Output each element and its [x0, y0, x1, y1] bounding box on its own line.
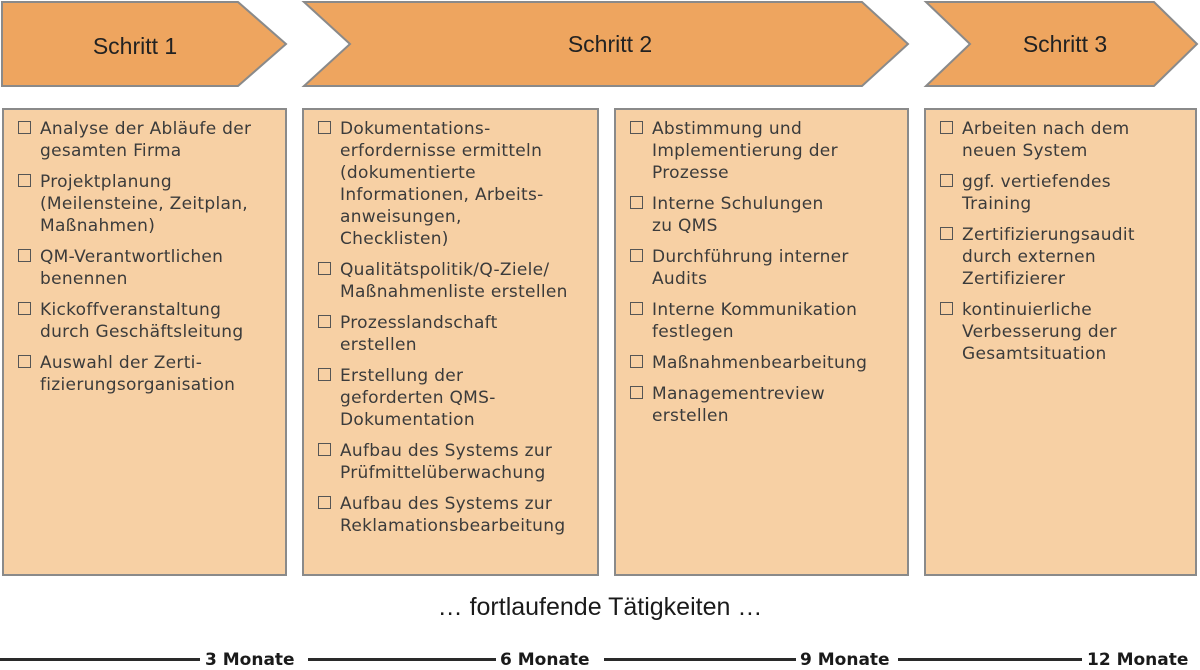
checklist-item-text: Analyse der Abläufe der gesamten Firma: [40, 119, 252, 161]
timeline-segment: [898, 658, 1082, 661]
checklist-item-text: Maßnahmenbearbeitung: [652, 353, 868, 373]
checklist-item: [318, 259, 587, 303]
checklist-item-text: Dokumentations- erfordernisse ermitteln (dokumentierte Informationen, Arbeits- anweisungen, Checklisten): [340, 119, 544, 249]
checkbox-icon[interactable]: [18, 302, 31, 315]
checklist-item: [18, 171, 275, 237]
checkbox-icon[interactable]: [318, 121, 331, 134]
checklist-item-text: Aufbau des Systems zur Prüfmittelüberwachung: [340, 441, 553, 483]
checklist-item-text: Abstimmung und Implementierung der Prozesse: [652, 119, 838, 183]
checklist-item-text: Auswahl der Zerti- fizierungsorganisation: [40, 353, 236, 395]
checklist-item-text: Managementreview erstellen: [652, 384, 826, 426]
checklist-item: [318, 440, 587, 484]
step-2-label: Schritt 2: [567, 31, 653, 57]
checklist-item: [18, 299, 275, 343]
checklist-item-text: Arbeiten nach dem neuen System: [962, 119, 1130, 161]
checkbox-icon[interactable]: [18, 174, 31, 187]
checklist-item: [18, 352, 275, 396]
checklist-item: [18, 246, 275, 290]
step-3-label: Schritt 3: [1022, 31, 1108, 57]
timeline-label-9: 9 Monate: [800, 650, 890, 670]
checklist-item: [318, 118, 587, 250]
timeline-segment: [604, 658, 796, 661]
checkbox-icon[interactable]: [630, 196, 643, 209]
checklist-item-text: Interne Kommunikation festlegen: [652, 300, 858, 342]
checklist-item: [940, 171, 1185, 215]
checklist-item: [318, 493, 587, 537]
column-step-1: [2, 108, 287, 576]
timeline-segment: [0, 658, 200, 661]
checklist-item: [630, 118, 897, 184]
column-step-2b: [614, 108, 909, 576]
checklist-item-text: ggf. vertiefendes Training: [962, 172, 1111, 214]
checkbox-icon[interactable]: [630, 249, 643, 262]
checklist-item-text: Kickoffveranstaltung durch Geschäftsleitung: [40, 300, 244, 342]
checkbox-icon[interactable]: [18, 121, 31, 134]
timeline-label-12: 12 Monate: [1087, 650, 1189, 670]
checklist-item-text: Zertifizierungsaudit durch externen Zertifizierer: [962, 225, 1135, 289]
checklist-item: [940, 224, 1185, 290]
checklist-item: [318, 365, 587, 431]
checkbox-icon[interactable]: [318, 368, 331, 381]
checklist-item: [318, 312, 587, 356]
checklist-item-text: Aufbau des Systems zur Reklamationsbearbeitung: [340, 494, 566, 536]
checklist-item: [940, 299, 1185, 365]
checkbox-icon[interactable]: [940, 302, 953, 315]
checklist-item: [630, 299, 897, 343]
checklist-item-text: Erstellung der geforderten QMS- Dokumentation: [340, 366, 496, 430]
checkbox-icon[interactable]: [940, 227, 953, 240]
step-1-label: Schritt 1: [92, 33, 178, 59]
timeline-label-3: 3 Monate: [205, 650, 295, 670]
checklist-item: [630, 246, 897, 290]
column-step-3: [924, 108, 1197, 576]
checkbox-icon[interactable]: [318, 496, 331, 509]
checklist-item-text: Qualitätspolitik/Q-Ziele/ Maßnahmenliste erstellen: [340, 260, 568, 302]
checkbox-icon[interactable]: [940, 174, 953, 187]
checklist-item: [630, 352, 897, 374]
checkbox-icon[interactable]: [630, 386, 643, 399]
checklist-item: [940, 118, 1185, 162]
column-step-2a: [302, 108, 599, 576]
checkbox-icon[interactable]: [318, 315, 331, 328]
checkbox-icon[interactable]: [630, 121, 643, 134]
checkbox-icon[interactable]: [18, 249, 31, 262]
checkbox-icon[interactable]: [318, 262, 331, 275]
checkbox-icon[interactable]: [318, 443, 331, 456]
checklist-item-text: QM-Verantwortlichen benennen: [40, 247, 224, 289]
checklist-item-text: Interne Schulungen zu QMS: [652, 194, 824, 236]
timeline-segment: [308, 658, 496, 661]
checklist-item: [630, 193, 897, 237]
checkbox-icon[interactable]: [630, 302, 643, 315]
checkbox-icon[interactable]: [18, 355, 31, 368]
checklist-item-text: Durchführung interner Audits: [652, 247, 849, 289]
timeline-label-6: 6 Monate: [500, 650, 590, 670]
checklist-item: [18, 118, 275, 162]
checklist-item-text: Prozesslandschaft erstellen: [340, 313, 498, 355]
checkbox-icon[interactable]: [630, 355, 643, 368]
timeline: [0, 650, 1200, 668]
checkbox-icon[interactable]: [940, 121, 953, 134]
checklist-item-text: Projektplanung (Meilensteine, Zeitplan, Maßnahmen): [40, 172, 248, 236]
checklist-item: [630, 383, 897, 427]
checklist-item-text: kontinuierliche Verbesserung der Gesamtsituation: [962, 300, 1117, 364]
ongoing-activities-caption: … fortlaufende Tätigkeiten …: [437, 593, 763, 621]
